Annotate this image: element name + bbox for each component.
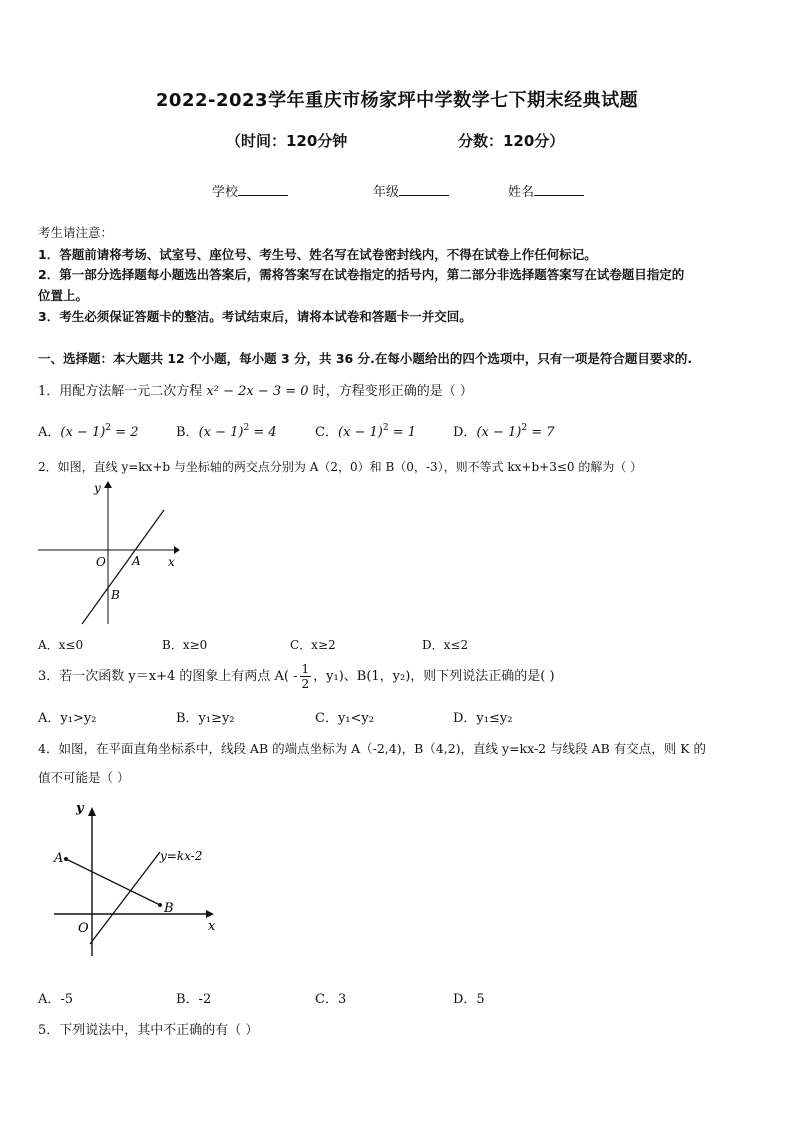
option-rhs: = 2 (111, 425, 139, 440)
notice-item: 2．第一部分选择题每小题选出答案后，需将答案写在试卷指定的括号内，第二部分非选择题答案写在试卷题目指定的 (38, 267, 685, 282)
option-rhs: = 7 (527, 425, 555, 440)
q2-option-a[interactable]: A．x≤0 (38, 638, 84, 652)
option-base: (x − 1) (337, 425, 383, 440)
q3-option-c[interactable]: C．y₁<y₂ (315, 711, 374, 726)
option-base: (x − 1) (476, 425, 522, 440)
option-base: (x − 1) (198, 425, 244, 440)
q4-x-arrow-icon (206, 910, 214, 918)
q2-figure (34, 478, 184, 628)
q3-post: ，y₁)、B(1，y₂)，则下列说法正确的是( ) (313, 669, 555, 684)
q3-option-d[interactable]: D．y₁≤y₂ (453, 711, 513, 726)
q3-fraction (300, 662, 312, 691)
q3-pre: 3．若一次函数 y＝x+4 的图象上有两点 A( - (38, 669, 298, 684)
q1-post: 时，方程变形正确的是（ ） (308, 384, 473, 399)
q4-point-b (158, 903, 162, 907)
q2-option-d[interactable]: D．x≤2 (422, 638, 469, 652)
q2-x-label: x (168, 555, 175, 569)
q2-line (82, 510, 164, 624)
q4-a-label: A (54, 851, 64, 866)
page-title: 2022-2023学年重庆市杨家坪中学数学七下期末经典试题 (155, 90, 639, 111)
notice-heading: 考生请注意： (38, 225, 114, 240)
q4-option-a[interactable]: A．-5 (38, 992, 74, 1007)
name-blank[interactable] (534, 183, 584, 196)
q1-equation: x² − 2x − 3 = 0 (206, 384, 309, 399)
q4-line-label: y=kx-2 (160, 849, 203, 863)
option-label: C． (315, 425, 338, 440)
notice-item: 1．答题前请将考场、试室号、座位号、考生号、姓名写在试卷密封线内，不得在试卷上作任何标记。 (38, 247, 597, 262)
option-rhs: = 1 (388, 425, 417, 440)
school-field[interactable] (212, 181, 288, 200)
q2-y-arrow-icon (104, 481, 112, 488)
name-field[interactable] (508, 181, 584, 200)
q4-origin-label: O (78, 921, 89, 936)
q2-x-arrow-icon (174, 546, 180, 554)
q2-option-b[interactable]: B．x≥0 (162, 638, 208, 652)
school-label: 学校 (212, 185, 239, 200)
q4-segment-ab (66, 859, 160, 905)
grade-field[interactable] (373, 181, 449, 200)
q4-y-arrow-icon (88, 807, 96, 816)
grade-label: 年级 (373, 185, 400, 200)
q1-option-b[interactable] (176, 421, 277, 440)
option-exp: 2 (105, 423, 112, 433)
question-3 (38, 662, 555, 691)
exam-time: （时间：120分钟 (226, 132, 348, 150)
q4-point-a (64, 857, 68, 861)
option-exp: 2 (382, 423, 389, 433)
question-1 (38, 380, 473, 399)
q1-option-d[interactable] (453, 421, 555, 440)
option-rhs: = 4 (249, 425, 277, 440)
question-4-line-2: 值不可能是（ ） (38, 770, 130, 785)
q2-origin-label: O (96, 555, 106, 569)
section-heading: 一、选择题：本大题共 12 个小题，每小题 3 分，共 36 分.在每小题给出的四个选项中，只有一项是符合题目要求的. (38, 351, 693, 366)
question-2: 2．如图，直线 y=kx+b 与坐标轴的两交点分别为 A（2，0）和 B（0，-3），则不等式 kx+b+3≤0 的解为（ ） (38, 460, 643, 474)
q2-a-label: A (132, 554, 141, 568)
option-label: B． (176, 425, 199, 440)
q4-option-b[interactable]: B．-2 (176, 992, 212, 1007)
option-label: A． (38, 425, 61, 440)
name-label: 姓名 (508, 185, 535, 200)
school-blank[interactable] (238, 183, 288, 196)
q1-option-c[interactable] (315, 421, 416, 440)
q4-b-label: B (164, 901, 174, 916)
option-label: D． (453, 425, 477, 440)
exam-score: 分数：120分） (458, 132, 565, 150)
q2-y-label: y (94, 481, 101, 495)
q3-frac-num: 1 (301, 662, 310, 676)
q4-option-c[interactable]: C．3 (315, 992, 347, 1007)
question-5: 5．下列说法中，其中不正确的有（ ） (38, 1023, 259, 1038)
option-exp: 2 (521, 423, 528, 433)
option-base: (x − 1) (60, 425, 106, 440)
question-4-line-1: 4．如图，在平面直角坐标系中，线段 AB 的端点坐标为 A（-2,4)，B（4,2)，直线 y=kx-2 与线段 AB 有交点，则 K 的 (38, 741, 707, 756)
grade-blank[interactable] (399, 183, 449, 196)
q3-option-b[interactable]: B．y₁≥y₂ (176, 711, 235, 726)
q2-b-label: B (111, 588, 120, 602)
option-exp: 2 (243, 423, 250, 433)
q4-x-label: x (208, 919, 216, 934)
q3-option-a[interactable]: A．y₁>y₂ (38, 711, 97, 726)
notice-item: 3．考生必须保证答题卡的整洁。考试结束后，请将本试卷和答题卡一并交回。 (38, 309, 472, 324)
notice-item: 位置上。 (38, 288, 89, 303)
q4-figure (46, 800, 226, 960)
q1-pre: 1．用配方法解一元二次方程 (38, 384, 207, 399)
q1-option-a[interactable] (38, 421, 138, 440)
q4-y-label: y (76, 801, 84, 816)
q4-option-d[interactable]: D．5 (453, 992, 485, 1007)
q3-frac-den: 2 (301, 677, 310, 691)
q4-line-kx (90, 852, 160, 944)
q2-option-c[interactable]: C．x≥2 (290, 638, 336, 652)
